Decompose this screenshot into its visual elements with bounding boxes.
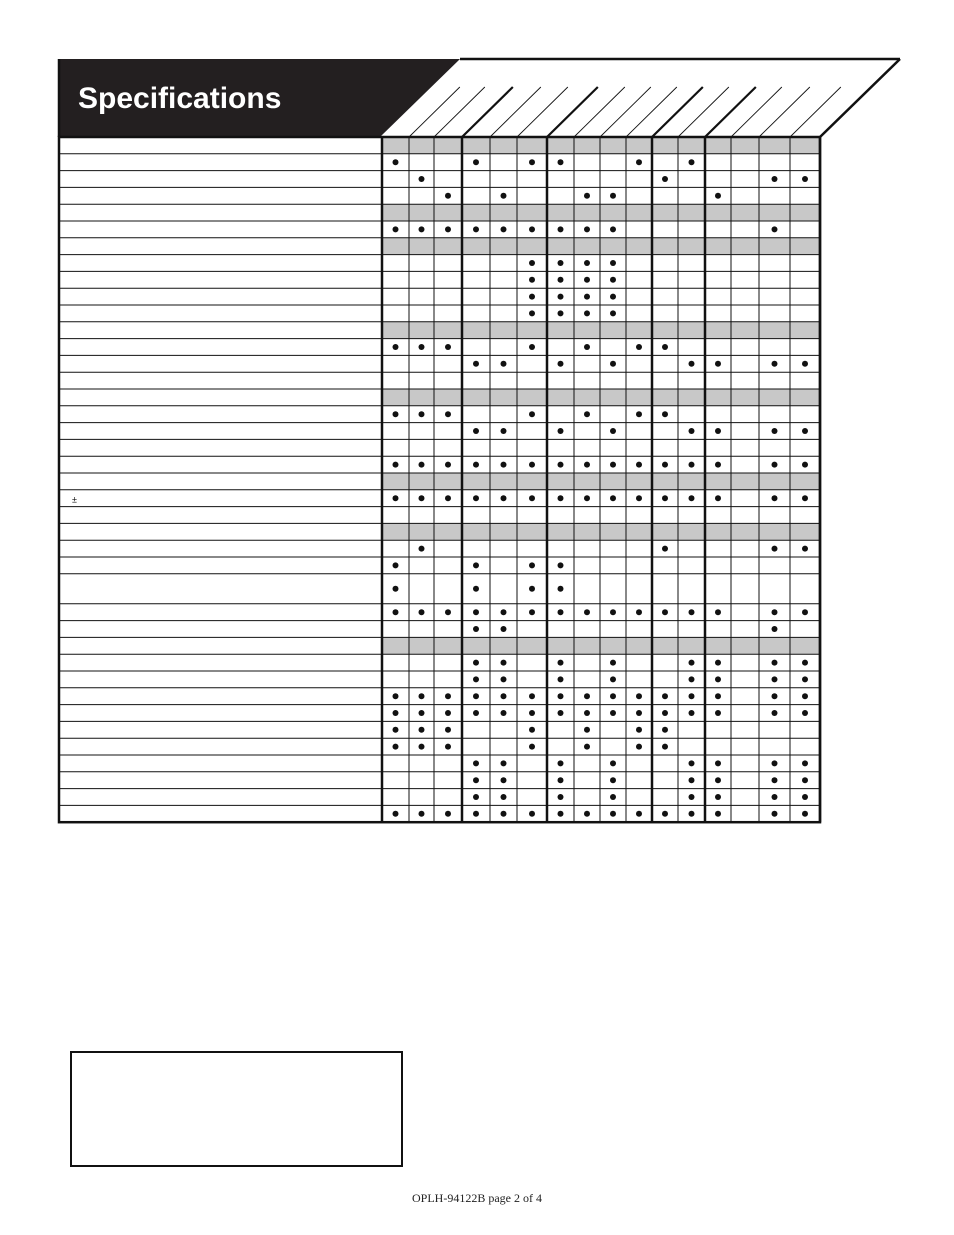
spec-dot	[558, 660, 564, 666]
column-header-diagonal	[434, 87, 485, 137]
spec-dot	[419, 609, 425, 615]
spec-dot	[445, 811, 451, 817]
spec-dot	[689, 760, 695, 766]
spec-dot	[662, 710, 668, 716]
spec-dot	[473, 462, 479, 468]
spec-dot	[473, 811, 479, 817]
spec-dot	[610, 495, 616, 501]
spec-dot	[473, 710, 479, 716]
spec-dot	[473, 495, 479, 501]
section-shade	[382, 389, 820, 406]
spec-dot	[501, 760, 507, 766]
spec-dot	[419, 462, 425, 468]
spec-dot	[584, 727, 590, 733]
spec-dot	[610, 226, 616, 232]
header-banner	[59, 59, 460, 137]
spec-dot	[558, 811, 564, 817]
spec-dot	[419, 176, 425, 182]
spec-dot	[445, 710, 451, 716]
spec-dot	[529, 310, 535, 316]
spec-dot	[772, 760, 778, 766]
spec-dot	[419, 811, 425, 817]
table-grid	[59, 59, 820, 822]
spec-dot	[558, 277, 564, 283]
spec-dot	[501, 811, 507, 817]
spec-dot	[529, 744, 535, 750]
spec-dot	[772, 462, 778, 468]
page-footer: OPLH-94122B page 2 of 4	[412, 1191, 542, 1205]
spec-dot	[473, 794, 479, 800]
spec-dot	[715, 676, 721, 682]
spec-dot	[501, 710, 507, 716]
spec-dot	[802, 693, 808, 699]
spec-dot	[610, 294, 616, 300]
spec-dot	[501, 777, 507, 783]
spec-dot	[393, 344, 399, 350]
column-header-diagonal	[462, 87, 513, 137]
spec-dot	[501, 794, 507, 800]
spec-dot	[636, 727, 642, 733]
spec-dot	[501, 626, 507, 632]
spec-dot	[636, 609, 642, 615]
spec-dot	[802, 760, 808, 766]
spec-dot	[584, 277, 590, 283]
spec-dot	[501, 660, 507, 666]
spec-dot	[558, 760, 564, 766]
spec-dot	[393, 562, 399, 568]
spec-dot	[529, 727, 535, 733]
spec-dot	[715, 428, 721, 434]
spec-dot	[662, 693, 668, 699]
spec-dot	[610, 760, 616, 766]
spec-dot	[662, 495, 668, 501]
note-box	[70, 1051, 403, 1167]
spec-dot	[636, 744, 642, 750]
spec-dot	[419, 744, 425, 750]
spec-dot	[662, 727, 668, 733]
spec-dot	[529, 693, 535, 699]
spec-dot	[445, 495, 451, 501]
spec-dot	[584, 310, 590, 316]
spec-dot	[772, 226, 778, 232]
spec-dot	[501, 693, 507, 699]
spec-dot	[636, 159, 642, 165]
spec-dot	[529, 710, 535, 716]
spec-dot	[393, 411, 399, 417]
spec-dot	[610, 660, 616, 666]
spec-dot	[558, 794, 564, 800]
spec-dot	[558, 226, 564, 232]
spec-dot	[558, 777, 564, 783]
column-header-diagonal	[759, 87, 810, 137]
spec-dot	[610, 811, 616, 817]
spec-dot	[772, 609, 778, 615]
spec-dot	[802, 176, 808, 182]
spec-dot	[772, 676, 778, 682]
section-shade	[382, 137, 820, 154]
spec-dot	[802, 710, 808, 716]
spec-dot	[584, 609, 590, 615]
spec-dot	[529, 344, 535, 350]
spec-dot	[772, 710, 778, 716]
spec-dot	[473, 676, 479, 682]
spec-dot	[584, 344, 590, 350]
spec-dot	[419, 344, 425, 350]
spec-dot	[772, 693, 778, 699]
spec-dot	[393, 811, 399, 817]
spec-dot	[802, 462, 808, 468]
spec-dot	[610, 260, 616, 266]
spec-dot	[662, 344, 668, 350]
spec-dot	[501, 676, 507, 682]
page-title: Specifications	[78, 82, 282, 115]
spec-dot	[802, 660, 808, 666]
spec-dot	[662, 609, 668, 615]
spec-dot	[715, 361, 721, 367]
spec-dot	[501, 609, 507, 615]
spec-dot	[802, 361, 808, 367]
spec-dot	[610, 361, 616, 367]
spec-dot	[473, 226, 479, 232]
row-label: ±	[72, 494, 77, 505]
spec-dot	[662, 811, 668, 817]
spec-dot	[715, 794, 721, 800]
spec-dot	[636, 495, 642, 501]
spec-dot	[689, 159, 695, 165]
spec-dot	[529, 226, 535, 232]
spec-dot	[419, 546, 425, 552]
spec-dot	[689, 361, 695, 367]
spec-dot	[689, 660, 695, 666]
spec-dot	[636, 411, 642, 417]
spec-dot	[715, 811, 721, 817]
column-header-diagonal	[731, 87, 782, 137]
spec-dot	[715, 609, 721, 615]
spec-dot	[584, 693, 590, 699]
column-header-diagonal	[574, 87, 625, 137]
spec-dot	[689, 462, 695, 468]
spec-dot	[610, 310, 616, 316]
spec-dot	[473, 428, 479, 434]
spec-dot	[473, 562, 479, 568]
column-header-diagonal	[678, 87, 729, 137]
spec-dot	[419, 727, 425, 733]
spec-dot	[802, 811, 808, 817]
spec-dot	[772, 660, 778, 666]
spec-dot	[689, 777, 695, 783]
spec-dot	[419, 495, 425, 501]
spec-dot	[689, 676, 695, 682]
spec-dot	[529, 159, 535, 165]
spec-dot	[419, 710, 425, 716]
spec-dot	[689, 609, 695, 615]
spec-dot	[610, 676, 616, 682]
spec-dot	[501, 226, 507, 232]
spec-dot	[802, 495, 808, 501]
spec-dot	[715, 193, 721, 199]
spec-dot	[393, 710, 399, 716]
spec-dot	[445, 411, 451, 417]
spec-dot	[529, 294, 535, 300]
spec-dot	[689, 811, 695, 817]
spec-dot	[558, 586, 564, 592]
spec-dot	[529, 609, 535, 615]
spec-dot	[772, 361, 778, 367]
section-shade	[382, 523, 820, 540]
spec-dot	[715, 495, 721, 501]
column-header-diagonal	[547, 87, 598, 137]
spec-dot	[584, 260, 590, 266]
spec-dot	[393, 727, 399, 733]
spec-dot	[558, 495, 564, 501]
spec-dot	[419, 411, 425, 417]
spec-dot	[715, 760, 721, 766]
spec-dot	[393, 159, 399, 165]
column-header-diagonal	[600, 87, 651, 137]
column-header-diagonal	[517, 87, 568, 137]
spec-dot	[584, 411, 590, 417]
spec-dot	[662, 411, 668, 417]
spec-dot	[689, 495, 695, 501]
spec-dot	[715, 777, 721, 783]
spec-dot	[529, 462, 535, 468]
spec-dot	[445, 462, 451, 468]
spec-dot	[584, 495, 590, 501]
spec-dot	[501, 428, 507, 434]
spec-dot	[529, 277, 535, 283]
spec-dot	[393, 609, 399, 615]
section-shade	[382, 473, 820, 490]
spec-dot	[772, 176, 778, 182]
spec-dot	[445, 226, 451, 232]
spec-dot	[636, 344, 642, 350]
spec-dot	[445, 727, 451, 733]
spec-dot	[584, 462, 590, 468]
spec-dot	[689, 693, 695, 699]
spec-dot	[473, 159, 479, 165]
spec-dot	[473, 609, 479, 615]
spec-dot	[558, 260, 564, 266]
spec-dot	[501, 462, 507, 468]
spec-dot	[393, 462, 399, 468]
spec-dot	[529, 495, 535, 501]
spec-dot	[662, 744, 668, 750]
spec-dot	[529, 260, 535, 266]
spec-dot	[610, 428, 616, 434]
spec-dot	[473, 693, 479, 699]
spec-dot	[772, 546, 778, 552]
spec-dot	[393, 226, 399, 232]
spec-dot	[802, 609, 808, 615]
spec-dot	[689, 710, 695, 716]
spec-dot	[419, 226, 425, 232]
spec-dot	[689, 428, 695, 434]
header-right-edge	[820, 59, 900, 137]
spec-dot	[501, 495, 507, 501]
spec-dot	[584, 226, 590, 232]
spec-dot	[501, 361, 507, 367]
column-header-diagonal	[652, 87, 703, 137]
spec-dot	[558, 710, 564, 716]
spec-dot	[473, 361, 479, 367]
spec-dot	[529, 811, 535, 817]
section-shade	[382, 637, 820, 654]
spec-dot	[772, 811, 778, 817]
spec-dot	[558, 361, 564, 367]
spec-dot	[802, 428, 808, 434]
spec-dot	[610, 794, 616, 800]
spec-dot	[610, 462, 616, 468]
spec-dot	[584, 294, 590, 300]
spec-dot	[393, 744, 399, 750]
spec-dot	[662, 462, 668, 468]
spec-dot	[529, 586, 535, 592]
spec-dot	[473, 586, 479, 592]
spec-dot	[662, 546, 668, 552]
spec-dot	[419, 693, 425, 699]
spec-dot	[473, 626, 479, 632]
spec-dot	[662, 176, 668, 182]
spec-dot	[393, 693, 399, 699]
section-shade	[382, 238, 820, 255]
column-header-diagonal	[790, 87, 841, 137]
spec-dot	[445, 693, 451, 699]
spec-dot	[715, 710, 721, 716]
spec-dot	[772, 794, 778, 800]
spec-dot	[584, 744, 590, 750]
section-shade	[382, 322, 820, 339]
spec-dot	[558, 462, 564, 468]
spec-dot	[445, 609, 451, 615]
spec-dot	[473, 760, 479, 766]
spec-dot	[715, 462, 721, 468]
spec-dot	[802, 777, 808, 783]
spec-dot	[802, 794, 808, 800]
spec-dot	[610, 710, 616, 716]
spec-dot	[610, 609, 616, 615]
column-header-diagonals	[409, 59, 900, 137]
spec-dot	[558, 609, 564, 615]
spec-dot	[584, 710, 590, 716]
spec-dot	[772, 428, 778, 434]
spec-dot	[610, 693, 616, 699]
spec-dot	[715, 693, 721, 699]
spec-dot	[558, 428, 564, 434]
spec-dot	[584, 193, 590, 199]
spec-dot	[558, 562, 564, 568]
column-header-diagonal	[626, 87, 677, 137]
spec-dot	[636, 693, 642, 699]
spec-dot	[558, 159, 564, 165]
spec-dot	[393, 586, 399, 592]
spec-dot	[473, 777, 479, 783]
spec-dot	[689, 794, 695, 800]
spec-dot	[772, 777, 778, 783]
spec-dot	[529, 411, 535, 417]
spec-dot	[445, 344, 451, 350]
column-header-diagonal	[705, 87, 756, 137]
spec-dot	[610, 193, 616, 199]
spec-dot	[715, 660, 721, 666]
spec-dot	[636, 710, 642, 716]
spec-dot	[636, 811, 642, 817]
column-header-diagonal	[490, 87, 541, 137]
spec-dot	[558, 294, 564, 300]
spec-dot	[558, 693, 564, 699]
spec-dot	[445, 193, 451, 199]
spec-dot	[393, 495, 399, 501]
spec-dot	[610, 277, 616, 283]
spec-dot	[802, 676, 808, 682]
spec-dot	[772, 626, 778, 632]
section-shade	[382, 204, 820, 221]
spec-dot	[584, 811, 590, 817]
spec-dot	[529, 562, 535, 568]
spec-dot	[501, 193, 507, 199]
spec-dot	[636, 462, 642, 468]
spec-dot	[610, 777, 616, 783]
spec-dot	[445, 744, 451, 750]
spec-dot	[558, 310, 564, 316]
spec-dot	[473, 660, 479, 666]
spec-dot	[558, 676, 564, 682]
spec-dot	[772, 495, 778, 501]
spec-dot	[802, 546, 808, 552]
